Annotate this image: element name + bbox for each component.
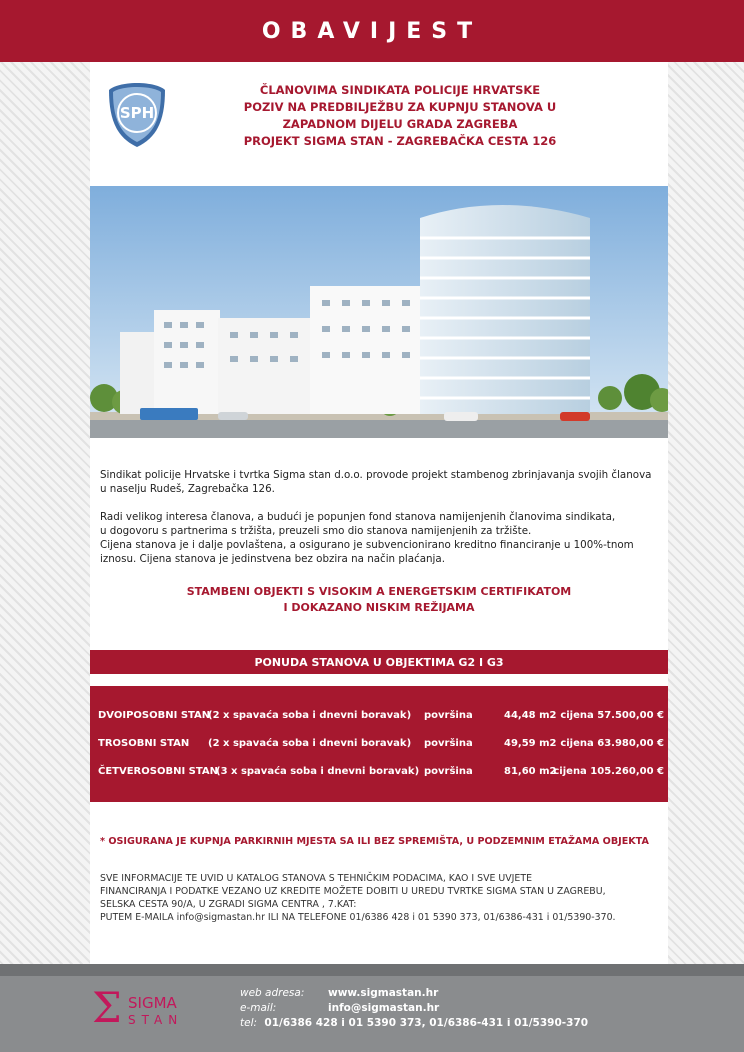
email-link[interactable]: info@sigmastan.hr	[328, 1002, 440, 1014]
car	[444, 412, 478, 421]
tel-row	[240, 1016, 588, 1031]
parking-note: * OSIGURANA JE KUPNJA PARKIRNIH MJESTA SA ILI BEZ SPREMIŠTA, U PODZEMNIM ETAŽAMA OBJEKTA	[100, 836, 649, 847]
heading-line: PROJEKT SIGMA STAN - ZAGREBAČKA CESTA 126	[243, 134, 557, 148]
building-rendering	[90, 186, 668, 438]
paragraph-line: iznosu. Cijena stanova je jedinstvena bez obzira na način plaćanja.	[100, 553, 446, 565]
apartment-desc: (2 x spavaća soba i dnevni boravak)	[208, 738, 412, 749]
paragraph-line: Cijena stanova je i dalje povlaštena, a osigurano je subvencionirano kreditno financiranje u 100%-tnom	[100, 539, 634, 551]
energy-certificate-note	[90, 584, 668, 616]
apartment-name: DVOIPOSOBNI STAN	[98, 710, 211, 721]
heading-line: ZAPADNOM DIJELU GRADA ZAGREBA	[282, 117, 518, 131]
apartment-price: cijena 57.500,00 €	[560, 710, 664, 721]
contact-info	[100, 872, 660, 924]
car	[218, 412, 248, 420]
paragraph-line: u dogovoru s partnerima s tržišta, preuzeli smo dio stanova namijenjenih za tržište.	[100, 525, 532, 537]
body-text	[100, 468, 660, 580]
apartment-area: 44,48 m2	[504, 710, 557, 721]
brand-bottom: STAN	[128, 1013, 184, 1027]
info-line: SVE INFORMACIJE TE UVID U KATALOG STANOVA S TEHNIČKIM PODACIMA, KAO I SVE UVJETE	[100, 873, 533, 884]
apartment-row	[98, 738, 664, 752]
apartment-desc: (2 x spavaća soba i dnevni boravak)	[208, 710, 412, 721]
info-line: SELSKA CESTA 90/A, U ZGRADI SIGMA CENTRA , 7.KAT:	[100, 899, 357, 910]
bus	[140, 408, 198, 420]
web-link[interactable]: www.sigmastan.hr	[328, 987, 439, 999]
tel-label: tel:	[240, 1017, 258, 1029]
apartment-offer-list	[90, 686, 668, 802]
header-bar	[0, 0, 744, 62]
web-label: web adresa:	[240, 987, 305, 999]
apartment-price: cijena 105.260,00 €	[553, 766, 664, 777]
heading-line: ČLANOVIMA SINDIKATA POLICIJE HRVATSKE	[259, 83, 541, 97]
brand-top: SIGMA	[128, 994, 177, 1012]
paragraph	[100, 510, 660, 566]
email-label: e-mail:	[240, 1002, 277, 1014]
apartment-name: ČETVEROSOBNI STAN	[98, 766, 219, 777]
sigma-stan-logo	[92, 984, 212, 1030]
footer-stripe	[0, 964, 744, 976]
area-label: površina	[424, 710, 473, 721]
apartment-row	[98, 766, 664, 780]
info-line: FINANCIRANJA I PODATKE VEZANO UZ KREDITE MOŽETE DOBITI U UREDU TVRTKE SIGMA STAN U ZAGREBU,	[100, 886, 606, 897]
paragraph: Sindikat policije Hrvatske i tvrtka Sigma stan d.o.o. provode projekt stambenog zbrinjavanja svojih članova u naselju Rudeš, Zagrebačka 126.	[100, 469, 652, 495]
content-panel	[90, 62, 668, 964]
intro-heading	[190, 82, 610, 150]
email-row	[240, 1001, 588, 1016]
footer-contact	[240, 986, 588, 1031]
energy-line: I DOKAZANO NISKIM REŽIJAMA	[283, 601, 475, 614]
apartment-area: 49,59 m2	[504, 738, 557, 749]
area-label: površina	[424, 738, 473, 749]
area-label: površina	[424, 766, 473, 777]
apartment-name: TROSOBNI STAN	[98, 738, 190, 749]
apartment-desc: (3 x spavaća soba i dnevni boravak)	[216, 766, 420, 777]
apartment-price: cijena 63.980,00 €	[560, 738, 664, 749]
offer-title: PONUDA STANOVA U OBJEKTIMA G2 I G3	[254, 655, 504, 669]
web-row	[240, 986, 588, 1001]
info-line: PUTEM E-MAILA info@sigmastan.hr ILI NA TELEFONE 01/6386 428 i 01 5390 373, 01/6386-431 i 01/5390-370.	[100, 912, 616, 923]
offer-title-bar	[90, 650, 668, 674]
car	[560, 412, 590, 421]
energy-line: STAMBENI OBJEKTI S VISOKIM A ENERGETSKIM CERTIFIKATOM	[186, 585, 572, 598]
apartment-area: 81,60 m2	[504, 766, 557, 777]
heading-line: POZIV NA PREDBILJEŽBU ZA KUPNJU STANOVA U	[243, 100, 557, 114]
tel-numbers: 01/6386 428 i 01 5390 373, 01/6386-431 i 01/5390-370	[264, 1017, 589, 1029]
page-title: OBAVIJEST	[261, 18, 483, 44]
paragraph-line: Radi velikog interesa članova, a budući je popunjen fond stanova namijenjenih članovima sindikata,	[100, 511, 616, 523]
footer	[0, 964, 744, 1052]
sigma-icon: Σ	[92, 984, 122, 1030]
apartment-row	[98, 710, 664, 724]
union-logo-letters: SPH	[119, 104, 155, 122]
union-logo	[106, 80, 168, 150]
